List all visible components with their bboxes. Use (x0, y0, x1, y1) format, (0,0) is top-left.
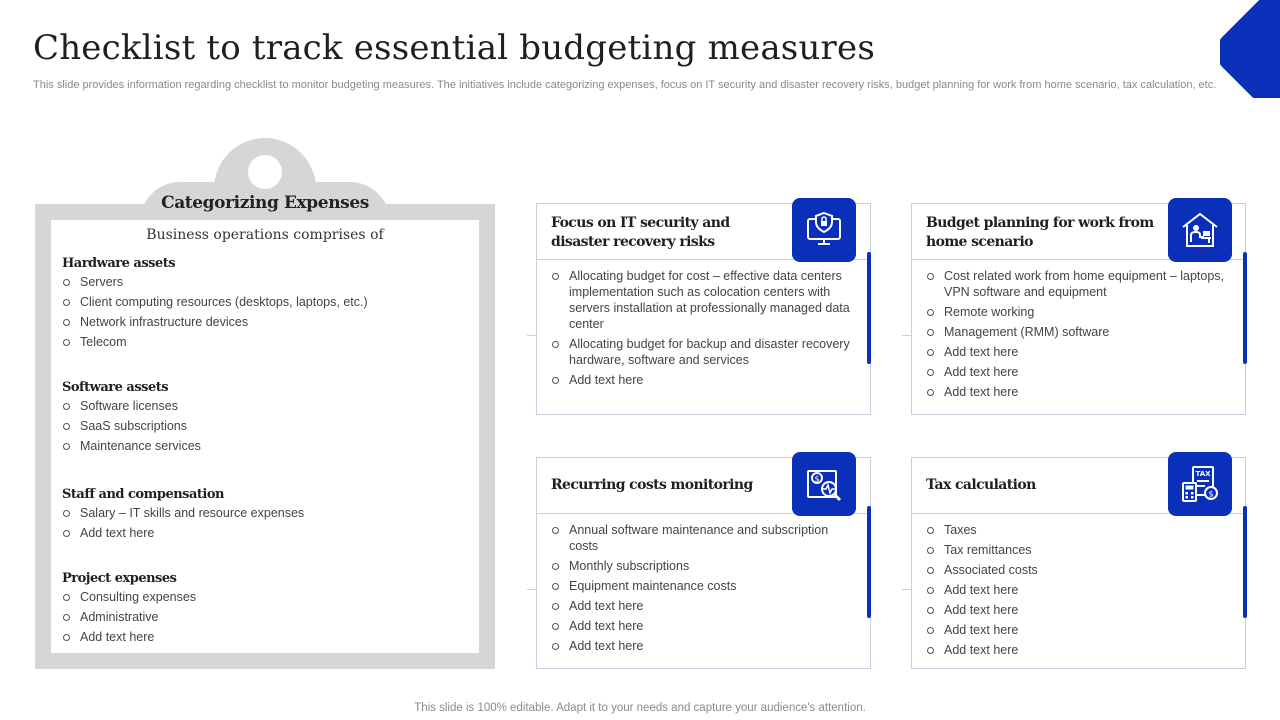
list-item: Add text here (551, 618, 856, 634)
list-item: Allocating budget for backup and disaster recovery hardware, software and services (551, 336, 856, 368)
list-item: Management (RMM) software (926, 324, 1231, 340)
list-item: Add text here (926, 642, 1231, 658)
list-item: Network infrastructure devices (62, 314, 472, 330)
list-item: Add text here (926, 622, 1231, 638)
security-monitor-icon (792, 198, 856, 262)
list-item: Add text here (62, 629, 472, 645)
svg-text:$: $ (814, 474, 820, 484)
svg-text:TAX: TAX (1195, 470, 1211, 478)
list-item: Add text here (551, 638, 856, 654)
list-item: Software licenses (62, 398, 472, 414)
slide-subtitle: This slide provides information regarding checklist to monitor budgeting measures. The initiatives include categorizing expenses, focus on IT security and disaster recovery risks, budget planning for work from home scenario, tax calculation, etc. (33, 79, 1217, 91)
clipboard-title: Categorizing Expenses (161, 193, 369, 213)
list-item: Telecom (62, 334, 472, 350)
group-software-assets (62, 378, 472, 458)
list-item: Add text here (926, 364, 1231, 380)
list-item: Equipment maintenance costs (551, 578, 856, 594)
list-item: Client computing resources (desktops, laptops, etc.) (62, 294, 472, 310)
list-item: Servers (62, 274, 472, 290)
card-tick (527, 589, 536, 590)
group-project-expenses (62, 569, 472, 649)
list-item: Taxes (926, 522, 1231, 538)
clipboard-hole (248, 155, 282, 189)
list-item: Allocating budget for cost – effective data centers implementation such as colocation centers with servers installation at professionally managed data center (551, 268, 856, 332)
list-item: Annual software maintenance and subscription costs (551, 522, 856, 554)
list-item: Administrative (62, 609, 472, 625)
card-title: Tax calculation (926, 477, 1036, 493)
list-item: Add text here (62, 525, 472, 541)
list-item: Associated costs (926, 562, 1231, 578)
cost-analysis-icon (792, 452, 856, 516)
list-item: SaaS subscriptions (62, 418, 472, 434)
card-tick (902, 335, 911, 336)
group-title: Hardware assets (62, 256, 176, 271)
tax-calculator-icon (1168, 452, 1232, 516)
list-item: Cost related work from home equipment – laptops, VPN software and equipment (926, 268, 1231, 300)
list-item: Add text here (551, 598, 856, 614)
slide-footer: This slide is 100% editable. Adapt it to your needs and capture your audience's attention. (414, 702, 866, 714)
card-accent-bar (1243, 506, 1247, 618)
group-staff-compensation (62, 485, 472, 545)
card-accent-bar (867, 252, 871, 364)
list-item: Add text here (926, 384, 1231, 400)
list-item: Add text here (926, 344, 1231, 360)
group-title: Project expenses (62, 571, 177, 586)
slide-title: Checklist to track essential budgeting measures (33, 28, 875, 68)
list-item: Add text here (926, 602, 1231, 618)
home-office-icon (1168, 198, 1232, 262)
group-title: Staff and compensation (62, 487, 224, 502)
list-item: Monthly subscriptions (551, 558, 856, 574)
list-item: Salary – IT skills and resource expenses (62, 505, 472, 521)
clipboard-intro: Business operations comprises of (146, 227, 384, 243)
card-tick (902, 589, 911, 590)
svg-text:$: $ (1208, 489, 1214, 499)
list-item: Remote working (926, 304, 1231, 320)
list-item: Tax remittances (926, 542, 1231, 558)
list-item: Maintenance services (62, 438, 472, 454)
card-title: Focus on IT security and disaster recovery risks (551, 215, 730, 250)
card-title: Recurring costs monitoring (551, 477, 753, 493)
card-tick (527, 335, 536, 336)
list-item: Add text here (551, 372, 856, 388)
card-accent-bar (1243, 252, 1247, 364)
group-title: Software assets (62, 380, 169, 395)
card-accent-bar (867, 506, 871, 618)
list-item: Add text here (926, 582, 1231, 598)
card-title: Budget planning for work from home scenario (926, 215, 1154, 250)
list-item: Consulting expenses (62, 589, 472, 605)
group-hardware-assets (62, 254, 472, 354)
corner-decoration (1220, 0, 1280, 98)
